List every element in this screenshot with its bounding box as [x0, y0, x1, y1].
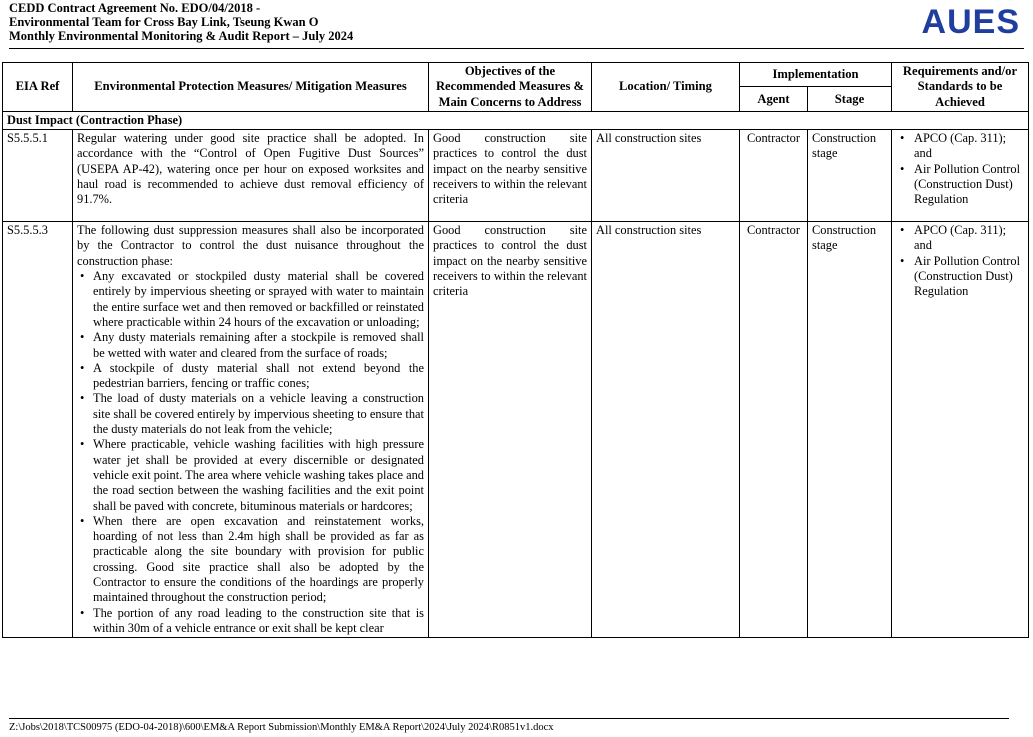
- requirement-item: • Air Pollution Control (Construction Dust) Regulation: [914, 162, 1024, 208]
- location-cell: All construction sites: [592, 130, 740, 222]
- measure-bullet: • The portion of any road leading to the construction site that is within 30m of a vehicle entrance or exit shall be kept clear: [93, 606, 424, 637]
- agent-cell: Contractor: [740, 222, 808, 638]
- aues-logo: AUES: [921, 3, 1020, 41]
- table-row: [3, 130, 1029, 222]
- agent-cell: Contractor: [740, 130, 808, 222]
- footer-divider: [9, 718, 1009, 719]
- requirement-item: • Air Pollution Control (Construction Dust) Regulation: [914, 254, 1024, 300]
- col-location: Location/ Timing: [592, 63, 740, 112]
- mitigation-measures-table: [2, 62, 1029, 638]
- measure-cell: [73, 130, 429, 222]
- col-stage: Stage: [808, 87, 892, 111]
- measure-bullet: • When there are open excavation and reinstatement works, hoarding of not less than 2.4m high shall be provided as far as practicable along the site boundary with provision for public crossing. Good site practice shall also be adopted by the Contractor to ensure the conditions of the hoardings are properly maintained throughout the construction period;: [93, 514, 424, 606]
- measure-bullet: • Any dusty materials remaining after a stockpile is removed shall be wetted with water and cleared from the surface of roads;: [93, 330, 424, 361]
- measure-bullet: • Any excavated or stockpiled dusty material shall be covered entirely by impervious sheeting or sprayed with water to maintain the entire surface wet and then removed or backfilled or reinstated where practicable within 24 hours of the excavation or unloading;: [93, 269, 424, 330]
- col-agent: Agent: [740, 87, 808, 111]
- measure-bullet: • The load of dusty materials on a vehicle leaving a construction site shall be covered entirely by impervious sheeting to ensure that the dusty materials do not leak from the vehicle;: [93, 391, 424, 437]
- objective-cell: Good construction site practices to control the dust impact on the nearby sensitive receivers to within the relevant criteria: [429, 222, 592, 638]
- header-row-1: [3, 63, 1029, 87]
- col-eia-ref: EIA Ref: [3, 63, 73, 112]
- measure-bullet: • Where practicable, vehicle washing facilities with high pressure water jet shall be provided at every discernible or designated vehicle exit point. The area where vehicle washing takes place and the road section between the washing facilities and the exit point shall be paved with concrete, bituminous materials or hardcores;: [93, 437, 424, 513]
- report-line: Monthly Environmental Monitoring & Audit Report – July 2024: [9, 29, 354, 43]
- col-implementation: Implementation: [740, 63, 892, 87]
- header-divider: [9, 48, 1024, 49]
- col-requirements: Requirements and/or Standards to be Achieved: [892, 63, 1029, 112]
- col-measures: Environmental Protection Measures/ Mitigation Measures: [73, 63, 429, 112]
- file-path-footer: Z:\Jobs\2018\TCS00975 (EDO-04-2018)\600\EM&A Report Submission\Monthly EM&A Report\2024\July 2024\R0851v1.docx: [9, 722, 554, 733]
- measure-text: Regular watering under good site practice shall be adopted. In accordance with the “Control of Open Fugitive Dust Sources” (USEPA AP-42), watering once per hour on exposed worksites and haul road is recommended to achieve dust removal efficiency of 91.7%.: [77, 131, 424, 207]
- stage-cell: Construction stage: [808, 130, 892, 222]
- contract-line: CEDD Contract Agreement No. EDO/04/2018 -: [9, 1, 261, 15]
- measure-bullet: • A stockpile of dusty material shall not extend beyond the pedestrian barriers, fencing or traffic cones;: [93, 361, 424, 392]
- eia-ref-cell: S5.5.5.3: [3, 222, 73, 638]
- location-cell: All construction sites: [592, 222, 740, 638]
- team-line: Environmental Team for Cross Bay Link, Tseung Kwan O: [9, 15, 319, 29]
- requirement-item: • APCO (Cap. 311); and: [914, 131, 1024, 162]
- requirements-cell: [892, 222, 1029, 638]
- objective-cell: Good construction site practices to control the dust impact on the nearby sensitive receivers to within the relevant criteria: [429, 130, 592, 222]
- col-objectives: Objectives of the Recommended Measures & Main Concerns to Address: [429, 63, 592, 112]
- stage-cell: Construction stage: [808, 222, 892, 638]
- measure-text: The following dust suppression measures shall also be incorporated by the Contractor to control the dust nuisance throughout the construction phase:: [77, 223, 424, 268]
- measure-cell: [73, 222, 429, 638]
- table-row: [3, 222, 1029, 638]
- requirements-cell: [892, 130, 1029, 222]
- section-title: Dust Impact (Contraction Phase): [3, 111, 1029, 129]
- eia-ref-cell: S5.5.5.1: [3, 130, 73, 222]
- header-title-block: [9, 1, 1024, 43]
- section-row: [3, 111, 1029, 129]
- document-header: [9, 1, 1024, 47]
- requirement-item: • APCO (Cap. 311); and: [914, 223, 1024, 254]
- measure-bullet-list: [77, 269, 424, 636]
